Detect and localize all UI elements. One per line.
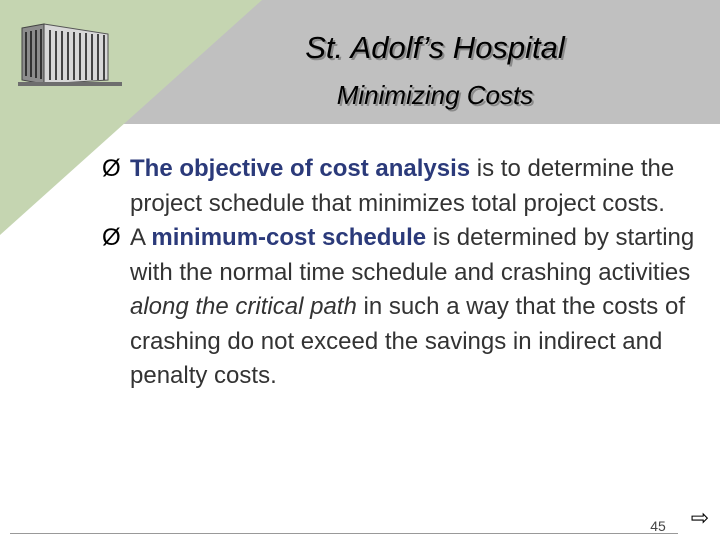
bullet-item bbox=[104, 152, 704, 221]
hospital-building-icon bbox=[18, 18, 122, 88]
bullet-text: A bbox=[130, 224, 152, 251]
bullet-item bbox=[104, 221, 704, 394]
bullet-highlight: The objective of cost analysis bbox=[130, 155, 471, 182]
page-number: 45 bbox=[650, 518, 666, 534]
next-slide-arrow-icon[interactable]: ⇨ bbox=[690, 505, 710, 530]
bullet-highlight: minimum-cost schedule bbox=[151, 224, 427, 251]
bullet-list bbox=[104, 152, 704, 394]
arrow-bullet-icon: Ø bbox=[102, 224, 121, 251]
slide-title: St. Adolf’s Hospital bbox=[305, 30, 565, 65]
bullet-emphasis: along the critical path bbox=[130, 293, 357, 320]
arrow-bullet-icon: Ø bbox=[102, 155, 121, 182]
footer-divider bbox=[10, 533, 678, 534]
bullet-text: is to determine the project schedule that minimizes total project costs. bbox=[130, 155, 675, 217]
bullet-text: in such a way that the costs of crashing do not exceed the savings in indirect and penalty costs. bbox=[130, 293, 685, 389]
bullet-text: is determined by starting with the normal time schedule and crashing activities bbox=[130, 224, 695, 286]
slide-subtitle: Minimizing Costs bbox=[336, 80, 534, 110]
